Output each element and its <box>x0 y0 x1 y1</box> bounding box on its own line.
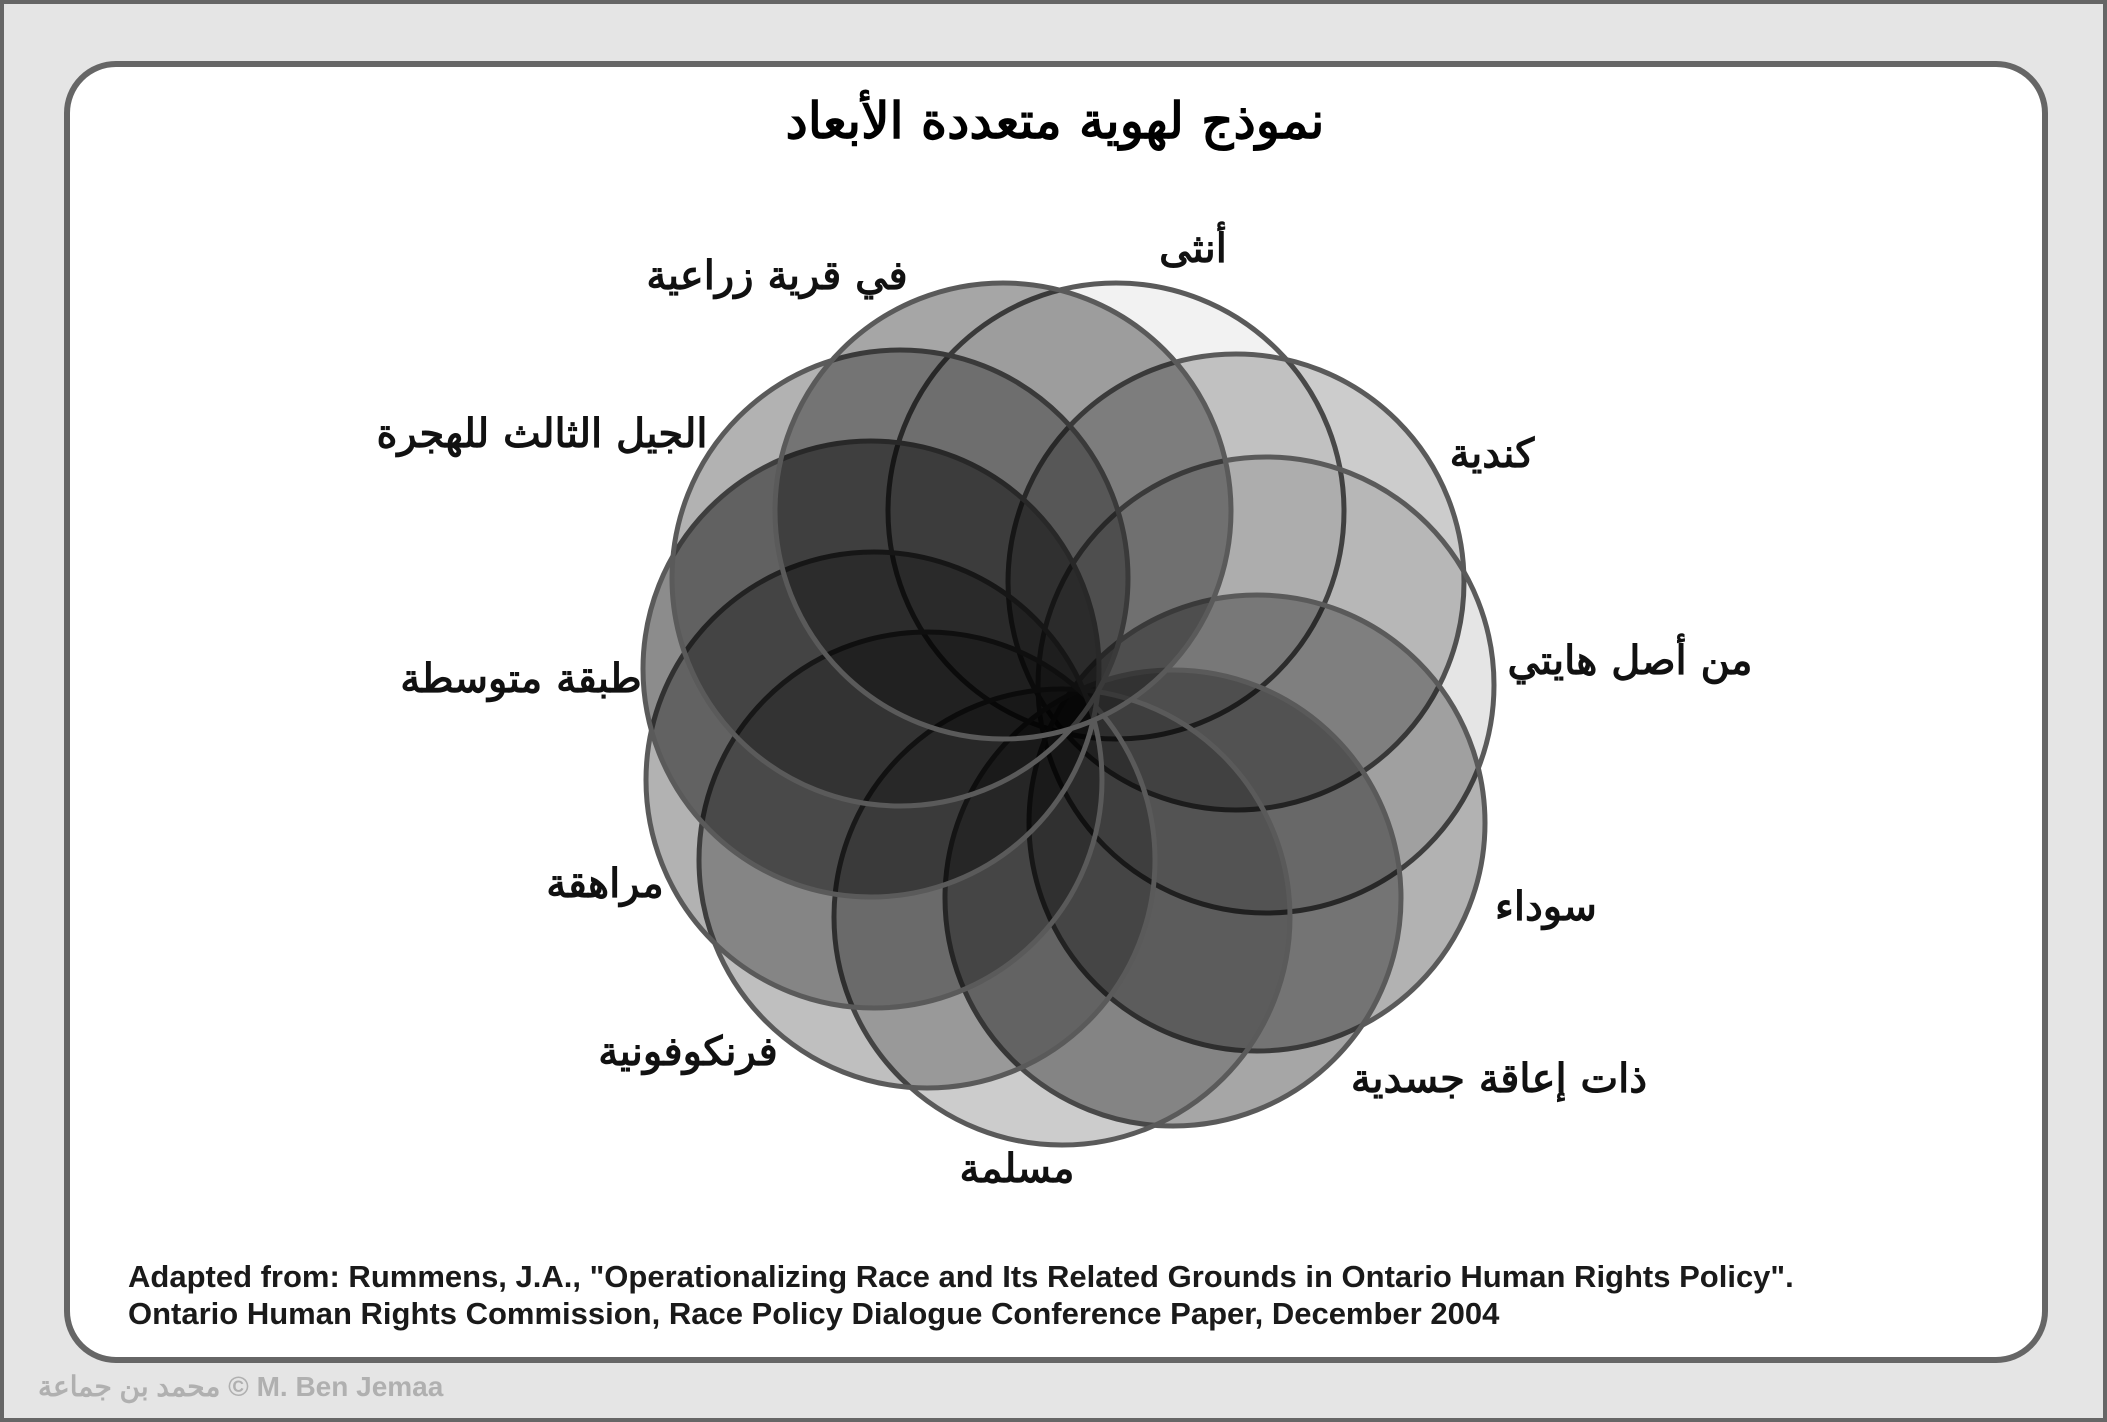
watermark: محمد بن جماعة © M. Ben Jemaa <box>38 1371 444 1402</box>
label-physical-disability: ذات إعاقة جسدية <box>1350 1055 1648 1102</box>
label-haitian-origin: من أصل هايتي <box>1507 637 1753 684</box>
citation <box>128 1258 1794 1332</box>
label-muslim: مسلمة <box>959 1145 1075 1192</box>
label-female: أنثى <box>1159 225 1227 272</box>
label-third-generation: الجيل الثالث للهجرة <box>376 410 708 457</box>
label-canadian: كندية <box>1449 430 1535 477</box>
label-francophone: فرنكوفونية <box>598 1028 778 1075</box>
circles <box>643 283 1494 1145</box>
diagram-title: نموذج لهوية متعددة الأبعاد <box>785 91 1325 150</box>
label-rural-village: في قرية زراعية <box>646 252 908 299</box>
citation-line-1: Adapted from: Rummens, J.A., "Operationalizing Race and Its Related Grounds in Ontario Human Rights Policy". <box>128 1259 1794 1294</box>
label-black: سوداء <box>1495 883 1597 930</box>
label-middle-class: طبقة متوسطة <box>400 655 642 702</box>
circle-rural-village <box>775 283 1231 739</box>
label-adolescent: مراهقة <box>546 860 664 907</box>
citation-line-2: Ontario Human Rights Commission, Race Policy Dialogue Conference Paper, December 2004 <box>128 1296 1500 1331</box>
